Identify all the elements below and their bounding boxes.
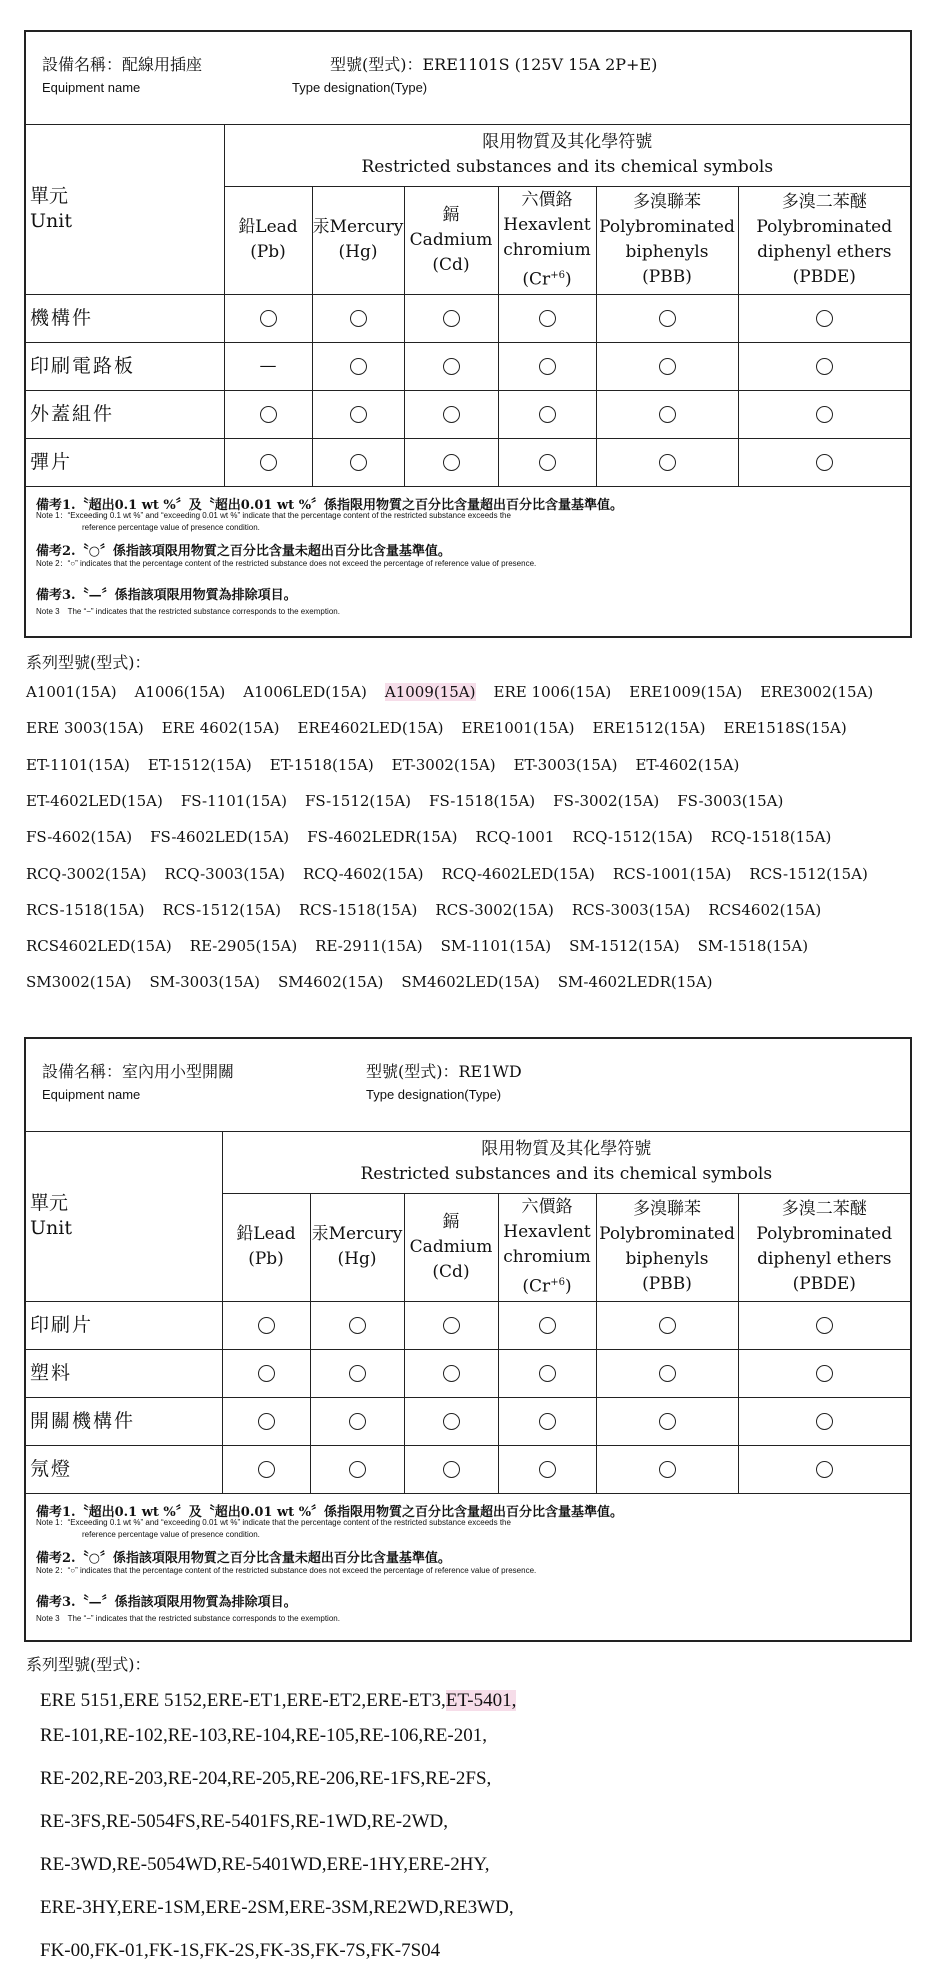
circle-mark-icon xyxy=(350,406,367,423)
substance-header-line: 汞Mercury xyxy=(312,217,404,237)
mark-cell xyxy=(310,1445,404,1493)
table-row xyxy=(26,390,910,438)
substance-header-4 xyxy=(596,186,738,294)
table-row xyxy=(26,438,910,486)
circle-mark-icon xyxy=(258,1413,275,1430)
mark-cell xyxy=(404,1445,498,1493)
model-item: FS-4602LED(15A) xyxy=(150,828,290,847)
row-name: 開關機構件 xyxy=(26,1397,222,1445)
model-item: SM-1512(15A) xyxy=(569,937,680,956)
model-item: RCS-1001(15A) xyxy=(612,864,732,883)
model-item: RCQ-1512(15A) xyxy=(572,828,693,847)
model-item: RCS-3002(15A) xyxy=(435,900,554,919)
substances-group-header: 限用物質及其化學符號 Restricted substances and its chemical symbols xyxy=(224,124,910,186)
equipment-name-en: Equipment name xyxy=(42,80,141,95)
note-3: 備考3.〝—〞係指該項限用物質為排除項目。 xyxy=(36,588,297,603)
note-1-en: Note 1：“Exceeding 0.1 wt %” and “exceeding 0.01 wt %” indicate that the percentage content of the restricted substance exceeds the xyxy=(36,1518,511,1527)
model-item: RCQ-4602(15A) xyxy=(302,864,424,883)
table-1-notes xyxy=(26,484,910,640)
circle-mark-icon xyxy=(659,358,676,375)
mark-cell xyxy=(404,1349,498,1397)
circle-mark-icon xyxy=(816,358,833,375)
rohs-table-1 xyxy=(24,30,912,638)
mark-cell xyxy=(738,1349,910,1397)
table-row xyxy=(26,1301,910,1349)
mark-cell xyxy=(498,1349,596,1397)
substance-header-line: Polybrominated xyxy=(599,1224,735,1244)
circle-mark-icon xyxy=(659,1413,676,1430)
circle-mark-icon xyxy=(659,1317,676,1334)
mark-cell xyxy=(596,342,738,390)
circle-mark-icon xyxy=(539,454,556,471)
substance-header-1 xyxy=(312,186,404,294)
table-row xyxy=(26,1445,910,1493)
model-item: ERE 1006(15A) xyxy=(493,683,612,701)
circle-mark-icon xyxy=(659,1365,676,1382)
circle-mark-icon xyxy=(816,454,833,471)
type-designation: 型號(型式)：ERE1101S (125V 15A 2P+E) xyxy=(330,55,658,74)
model-item: A1009(15A) xyxy=(384,683,476,701)
model-item: FS-1101(15A) xyxy=(180,791,287,810)
mark-cell xyxy=(738,1445,910,1493)
model-item: ERE 4602(15A) xyxy=(161,719,280,738)
model-item: ET-3003(15A) xyxy=(513,755,618,774)
unit-header: 單元 Unit xyxy=(26,1131,222,1301)
series-2-line: RE-3FS,RE-5054FS,RE-5401FS,RE-1WD,RE-2WD, xyxy=(40,1811,448,1832)
note-2: 備考2.〝○〞係指該項限用物質之百分比含量未超出百分比含量基準值。 xyxy=(36,1551,451,1566)
circle-mark-icon xyxy=(816,406,833,423)
circle-mark-icon xyxy=(443,310,460,327)
circle-mark-icon xyxy=(349,1365,366,1382)
series-2-title: 系列型號(型式)： xyxy=(26,1655,151,1674)
model-item: FS-3003(15A) xyxy=(677,791,784,810)
mark-cell xyxy=(310,1349,404,1397)
circle-mark-icon xyxy=(258,1365,275,1382)
series-2-line: RE-202,RE-203,RE-204,RE-205,RE-206,RE-1FS,RE-2FS, xyxy=(40,1768,492,1789)
mark-cell xyxy=(498,438,596,486)
model-item: FS-1512(15A) xyxy=(304,791,412,810)
substance-header-5 xyxy=(738,1193,910,1301)
circle-mark-icon xyxy=(816,1413,833,1430)
mark-cell xyxy=(498,294,596,342)
series-1-line xyxy=(26,973,731,991)
table-row xyxy=(26,1397,910,1445)
mark-cell xyxy=(738,342,910,390)
mark-cell xyxy=(596,438,738,486)
mark-cell xyxy=(312,294,404,342)
substance-header-symbol xyxy=(499,1270,596,1300)
substance-header-symbol xyxy=(597,265,738,290)
model-item: A1006LED(15A) xyxy=(243,683,367,701)
series-2-line: RE-101,RE-102,RE-103,RE-104,RE-105,RE-106,RE-201, xyxy=(40,1725,487,1746)
circle-mark-icon xyxy=(539,1365,556,1382)
substance-header-symbol xyxy=(597,1272,738,1297)
note-1: 備考1.〝超出0.1 wt %〞及〝超出0.01 wt %〞係指限用物質之百分比含量超出百分比含量基準值。 xyxy=(36,498,624,513)
row-name: 機構件 xyxy=(26,294,224,342)
substance-table xyxy=(26,124,910,487)
model-item: ERE4602LED(15A) xyxy=(297,719,444,738)
substance-header-line: 鎘Cadmium xyxy=(409,204,493,250)
type-designation-en: Type designation(Type) xyxy=(366,1087,502,1102)
table-row xyxy=(26,1349,910,1397)
substance-header-2 xyxy=(404,186,498,294)
substance-header-line: (Cd) xyxy=(432,254,470,275)
circle-mark-icon xyxy=(443,1461,460,1478)
mark-cell xyxy=(596,294,738,342)
substance-header-1 xyxy=(310,1193,404,1301)
mark-cell xyxy=(224,294,312,342)
substance-header-3 xyxy=(498,186,596,294)
mark-cell xyxy=(738,294,910,342)
symbol-text: (PBB) xyxy=(642,267,692,287)
mark-cell xyxy=(596,1349,738,1397)
table-2-header xyxy=(26,1039,910,1132)
type-designation-en: Type designation(Type) xyxy=(292,80,428,95)
substance-header-line: 鎘Cadmium xyxy=(409,1211,493,1257)
model-item: SM-3003(15A) xyxy=(149,973,260,992)
equipment-name: 設備名稱：室內用小型開關 xyxy=(42,1062,235,1081)
symbol-close: ) xyxy=(564,1276,572,1297)
substance-header-line: diphenyl ethers xyxy=(757,1249,892,1269)
mark-cell xyxy=(222,1349,310,1397)
circle-mark-icon xyxy=(350,454,367,471)
model-item: RCS-1518(15A) xyxy=(26,900,145,919)
row-name: 氖燈 xyxy=(26,1445,222,1493)
model-item: RCS-3003(15A) xyxy=(571,900,691,919)
circle-mark-icon xyxy=(659,310,676,327)
dash-mark: — xyxy=(259,355,277,376)
symbol-text: (Cr xyxy=(522,1276,551,1297)
mark-cell xyxy=(498,390,596,438)
table-row xyxy=(26,294,910,342)
substance-header-line: chromium xyxy=(503,1246,591,1267)
substance-header-4 xyxy=(596,1193,738,1301)
model-item: ET-4602(15A) xyxy=(635,755,740,774)
mark-cell xyxy=(404,294,498,342)
mark-cell xyxy=(404,1397,498,1445)
substance-header-line: (Hg) xyxy=(338,242,378,262)
circle-mark-icon xyxy=(260,310,277,327)
unit-header: 單元 Unit xyxy=(26,124,224,294)
symbol-text: (Cr xyxy=(522,269,551,290)
model-item: RCQ-1518(15A) xyxy=(710,828,832,847)
series-1-line xyxy=(26,683,891,701)
substance-header-line: 多溴二苯醚 xyxy=(781,1199,867,1219)
series-1-title: 系列型號(型式)： xyxy=(26,653,151,672)
circle-mark-icon xyxy=(539,310,556,327)
row-name: 印刷片 xyxy=(26,1301,222,1349)
model-item: SM-4602LEDR(15A) xyxy=(557,973,713,992)
table-1-header xyxy=(26,32,910,125)
mark-cell xyxy=(596,1301,738,1349)
substance-header-symbol xyxy=(739,265,911,290)
equipment-name: 設備名稱：配線用插座 xyxy=(42,55,203,74)
substance-header-3 xyxy=(498,1193,596,1301)
note-1-en-cont: reference percentage value of presence condition. xyxy=(82,523,260,532)
circle-mark-icon xyxy=(816,310,833,327)
symbol-text: (PBDE) xyxy=(792,267,856,287)
circle-mark-icon xyxy=(659,454,676,471)
substance-header-line: Polybrominated xyxy=(599,217,735,237)
mark-cell xyxy=(222,1445,310,1493)
mark-cell xyxy=(312,438,404,486)
model-item: RE-2905(15A) xyxy=(189,937,298,956)
mark-cell xyxy=(224,438,312,486)
model-item: RCQ-3002(15A) xyxy=(26,864,147,883)
note-3-en: Note 3 The “−” indicates that the restricted substance corresponds to the exemption. xyxy=(36,1614,340,1623)
substance-header-line: 多溴二苯醚 xyxy=(781,192,867,212)
series-1-line xyxy=(26,828,849,846)
mark-cell xyxy=(310,1397,404,1445)
circle-mark-icon xyxy=(349,1413,366,1430)
mark-cell xyxy=(404,390,498,438)
model-item: SM3002(15A) xyxy=(26,973,132,992)
circle-mark-icon xyxy=(816,1365,833,1382)
mark-cell xyxy=(404,342,498,390)
mark-cell xyxy=(310,1301,404,1349)
substance-header-line: 汞Mercury xyxy=(311,1224,403,1244)
series-2-line: ERE-3HY,ERE-1SM,ERE-2SM,ERE-3SM,RE2WD,RE3WD, xyxy=(40,1897,514,1918)
note-1-en-cont: reference percentage value of presence condition. xyxy=(82,1530,260,1539)
series-2-line: RE-3WD,RE-5054WD,RE-5401WD,ERE-1HY,ERE-2HY, xyxy=(40,1854,490,1875)
mark-cell xyxy=(738,438,910,486)
circle-mark-icon xyxy=(258,1461,275,1478)
circle-mark-icon xyxy=(258,1317,275,1334)
note-3-en: Note 3 The “−” indicates that the restricted substance corresponds to the exemption. xyxy=(36,607,340,616)
substance-header-line: 鉛Lead xyxy=(236,1224,296,1244)
row-name: 外蓋組件 xyxy=(26,390,224,438)
circle-mark-icon xyxy=(349,1317,366,1334)
note-3: 備考3.〝—〞係指該項限用物質為排除項目。 xyxy=(36,1595,297,1610)
model-item: SM-1518(15A) xyxy=(697,937,809,956)
note-1: 備考1.〝超出0.1 wt %〞及〝超出0.01 wt %〞係指限用物質之百分比含量超出百分比含量基準值。 xyxy=(36,1505,624,1520)
substance-header-line: 六價鉻 xyxy=(521,189,573,210)
mark-cell xyxy=(498,1397,596,1445)
model-item: RCS4602(15A) xyxy=(708,900,822,919)
substance-header-line: Polybrominated xyxy=(756,217,893,237)
note-2-en: Note 2：“○” indicates that the percentage content of the restricted substance does not exceed the percentage of reference value of presence. xyxy=(36,559,537,568)
circle-mark-icon xyxy=(443,1413,460,1430)
circle-mark-icon xyxy=(539,1413,556,1430)
mark-cell xyxy=(498,1445,596,1493)
symbol-close: ) xyxy=(564,269,572,290)
model-item: ERE1512(15A) xyxy=(592,719,706,738)
model-item: RCQ-3003(15A) xyxy=(164,864,285,883)
model-item: ET-1512(15A) xyxy=(147,755,252,774)
mark-cell xyxy=(404,1301,498,1349)
substance-header-line: biphenyls xyxy=(625,1249,709,1269)
circle-mark-icon xyxy=(260,406,277,423)
model-item: RCS-1518(15A) xyxy=(298,900,418,919)
series-1-line xyxy=(26,756,757,774)
type-designation: 型號(型式)：RE1WD xyxy=(366,1062,522,1081)
model-item: ET-4602LED(15A) xyxy=(26,791,163,810)
circle-mark-icon xyxy=(443,358,460,375)
model-item: ET-1101(15A) xyxy=(26,755,130,774)
substances-group-header: 限用物質及其化學符號 Restricted substances and its chemical symbols xyxy=(222,1131,910,1193)
series-1-line xyxy=(26,865,886,883)
circle-mark-icon xyxy=(539,1461,556,1478)
model-item: SM-1101(15A) xyxy=(440,937,552,956)
model-item: FS-1518(15A) xyxy=(429,791,536,810)
model-item: ET-1518(15A) xyxy=(269,755,374,774)
substance-header-line: (Pb) xyxy=(248,1249,284,1269)
series-2-line: FK-00,FK-01,FK-1S,FK-2S,FK-3S,FK-7S,FK-7S04 xyxy=(40,1940,441,1961)
model-item: ERE1001(15A) xyxy=(461,719,575,738)
circle-mark-icon xyxy=(350,310,367,327)
note-2: 備考2.〝○〞係指該項限用物質之百分比含量未超出百分比含量基準值。 xyxy=(36,544,451,559)
substance-header-line: 六價鉻 xyxy=(521,1196,573,1217)
circle-mark-icon xyxy=(443,1317,460,1334)
substance-header-0 xyxy=(224,186,312,294)
model-item: A1001(15A) xyxy=(26,683,117,701)
symbol-text: (PBB) xyxy=(642,1274,692,1294)
series-1-line xyxy=(26,937,826,955)
model-item: ERE1518S(15A) xyxy=(723,719,847,738)
model-item: A1006(15A) xyxy=(134,683,226,701)
series-2-line xyxy=(40,1690,516,1712)
model-item: FS-4602(15A) xyxy=(26,828,133,847)
row-name: 印刷電路板 xyxy=(26,342,224,390)
circle-mark-icon xyxy=(443,454,460,471)
substance-header-5 xyxy=(738,186,910,294)
substance-header-line: Polybrominated xyxy=(756,1224,893,1244)
model-item: ERE 3003(15A) xyxy=(26,719,144,738)
mark-cell xyxy=(596,390,738,438)
model-item: ET-3002(15A) xyxy=(391,755,496,774)
mark-cell xyxy=(738,390,910,438)
model-item: SM4602(15A) xyxy=(277,973,384,992)
mark-cell xyxy=(498,1301,596,1349)
mark-cell xyxy=(596,1445,738,1493)
symbol-text: (PBDE) xyxy=(792,1274,856,1294)
mark-cell xyxy=(222,1301,310,1349)
substance-table xyxy=(26,1131,910,1494)
circle-mark-icon xyxy=(350,358,367,375)
substance-header-line: 多溴聯苯 xyxy=(633,192,701,212)
circle-mark-icon xyxy=(443,1365,460,1382)
model-line: ERE 5151,ERE 5152,ERE-ET1,ERE-ET2,ERE-ET3, xyxy=(40,1690,446,1711)
mark-cell xyxy=(404,438,498,486)
substance-header-symbol xyxy=(739,1272,911,1297)
substance-header-line: 鉛Lead xyxy=(238,217,298,237)
substance-header-line: (Cd) xyxy=(432,1261,470,1282)
mark-cell xyxy=(738,1301,910,1349)
circle-mark-icon xyxy=(539,406,556,423)
substance-header-line: Hexavlent xyxy=(503,1221,591,1242)
substance-header-2 xyxy=(404,1193,498,1301)
model-line-highlight: ET-5401, xyxy=(445,1690,517,1711)
mark-cell xyxy=(312,342,404,390)
model-item: RE-2911(15A) xyxy=(315,937,423,956)
table-row xyxy=(26,342,910,390)
substance-header-line: Hexavlent xyxy=(503,214,591,235)
rohs-table-2 xyxy=(24,1037,912,1642)
model-item: FS-4602LEDR(15A) xyxy=(307,828,458,847)
circle-mark-icon xyxy=(443,406,460,423)
substance-header-line: biphenyls xyxy=(625,242,709,262)
substance-header-line: 多溴聯苯 xyxy=(633,1199,701,1219)
circle-mark-icon xyxy=(816,1461,833,1478)
mark-cell xyxy=(222,1397,310,1445)
model-item: FS-3002(15A) xyxy=(553,791,660,810)
symbol-superscript: +6 xyxy=(550,269,565,281)
circle-mark-icon xyxy=(659,1461,676,1478)
row-name: 塑料 xyxy=(26,1349,222,1397)
circle-mark-icon xyxy=(260,454,277,471)
mark-cell xyxy=(596,1397,738,1445)
model-item: RCS4602LED(15A) xyxy=(26,937,172,956)
model-item: RCS-1512(15A) xyxy=(749,864,868,883)
series-1-line xyxy=(26,792,801,810)
substance-header-symbol xyxy=(499,263,596,293)
mark-cell xyxy=(738,1397,910,1445)
model-item: RCS-1512(15A) xyxy=(162,900,281,919)
series-1-line xyxy=(26,719,865,737)
model-item: ERE1009(15A) xyxy=(629,683,743,701)
symbol-superscript: +6 xyxy=(550,1276,565,1288)
mark-cell xyxy=(498,342,596,390)
note-1-en: Note 1：“Exceeding 0.1 wt %” and “exceeding 0.01 wt %” indicate that the percentage content of the restricted substance exceeds the xyxy=(36,511,511,520)
substance-header-line: diphenyl ethers xyxy=(757,242,892,262)
series-1-line xyxy=(26,901,839,919)
circle-mark-icon xyxy=(539,358,556,375)
model-item: SM4602LED(15A) xyxy=(401,973,540,992)
note-2-en: Note 2：“○” indicates that the percentage content of the restricted substance does not exceed the percentage of reference value of presence. xyxy=(36,1566,537,1575)
substance-header-0 xyxy=(222,1193,310,1301)
substance-header-line: (Pb) xyxy=(250,242,286,262)
row-name: 彈片 xyxy=(26,438,224,486)
mark-cell xyxy=(312,390,404,438)
equipment-name-en: Equipment name xyxy=(42,1087,141,1102)
substance-header-line: chromium xyxy=(503,239,591,260)
circle-mark-icon xyxy=(659,406,676,423)
circle-mark-icon xyxy=(349,1461,366,1478)
circle-mark-icon xyxy=(816,1317,833,1334)
mark-cell xyxy=(224,390,312,438)
table-2-notes xyxy=(26,1491,910,1643)
model-item: ERE3002(15A) xyxy=(760,683,874,701)
circle-mark-icon xyxy=(539,1317,556,1334)
substance-header-line: (Hg) xyxy=(337,1249,377,1269)
mark-cell xyxy=(224,342,312,390)
model-item: RCQ-4602LED(15A) xyxy=(441,864,595,883)
model-item: RCQ-1001 xyxy=(475,828,555,847)
